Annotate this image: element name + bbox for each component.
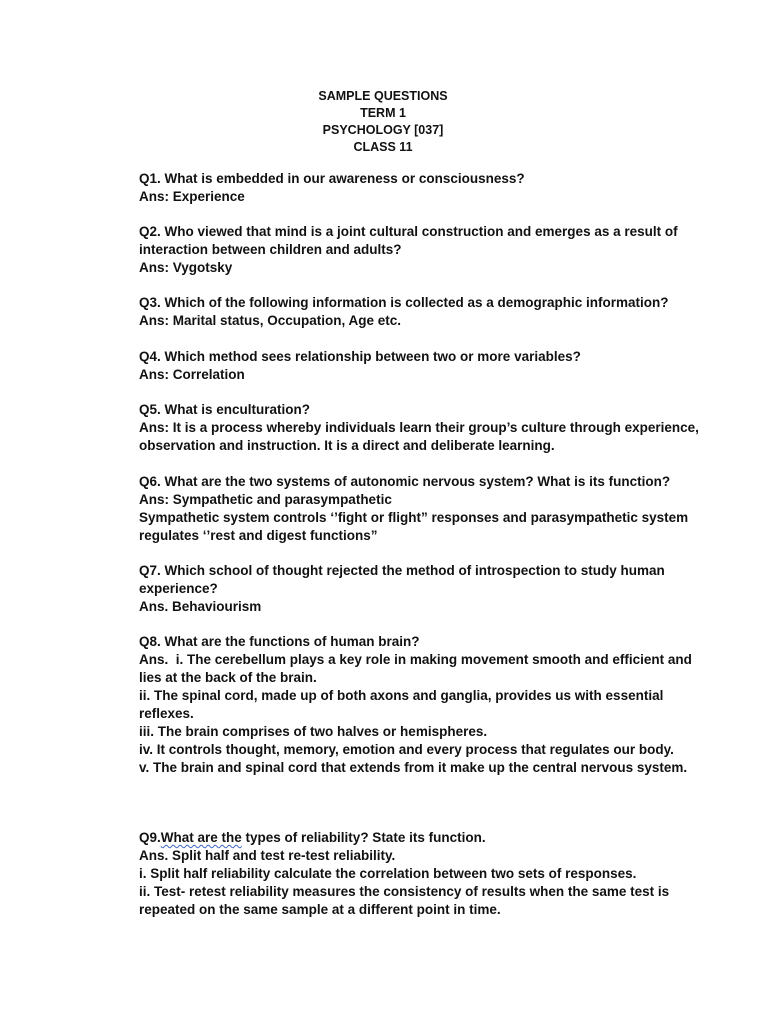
answer-text: Ans: Vygotsky — [139, 260, 233, 275]
answer-text: ii. The spinal cord, made up of both axons and ganglia, provides us with essential reflexes. — [139, 688, 668, 721]
question-block-6 — [139, 473, 699, 545]
header-class: CLASS 11 — [353, 140, 413, 154]
answer-text: Ans. Split half and test re-test reliability. — [139, 848, 396, 863]
answer-text: Ans. i. The cerebellum plays a key role in making movement smooth and efficient and lies at the back of the brain. — [139, 652, 696, 685]
question-block-4 — [139, 348, 699, 384]
answer-text: Ans: It is a process whereby individuals learn their group’s culture through experience, observation and instruction. It is a direct and deliberate learning. — [139, 420, 703, 453]
spellcheck-underlined-text: What are the — [160, 830, 242, 845]
question-text: Q5. What is enculturation? — [139, 402, 311, 417]
question-block-7 — [139, 562, 699, 616]
answer-text: Ans: Marital status, Occupation, Age etc. — [139, 313, 402, 328]
answer-text: i. Split half reliability calculate the correlation between two sets of responses. — [139, 866, 637, 881]
header-subject: PSYCHOLOGY [037] — [322, 123, 444, 137]
answer-text: ii. Test- retest reliability measures the consistency of results when the same test is repeated on the same sample at a different point in time. — [139, 884, 673, 917]
answer-text: Ans: Experience — [139, 189, 245, 204]
answer-text: Ans. Behaviourism — [139, 599, 262, 614]
question-text: Q7. Which school of thought rejected the method of introspection to study human experience? — [139, 563, 669, 596]
question-rest: types of reliability? State its function. — [241, 830, 486, 845]
answer-text: v. The brain and spinal cord that extends from it make up the central nervous system. — [139, 760, 688, 775]
question-block-3 — [139, 294, 699, 330]
question-text: Q6. What are the two systems of autonomic nervous system? What is its function? — [139, 474, 671, 489]
answer-text: Sympathetic system controls ‘’fight or flight” responses and parasympathetic system regulates ‘’rest and digest functions” — [139, 510, 692, 543]
question-text: Q4. Which method sees relationship between two or more variables? — [139, 349, 581, 364]
answer-text: Ans: Correlation — [139, 367, 245, 382]
question-text: Q8. What are the functions of human brain? — [139, 634, 420, 649]
header-title: SAMPLE QUESTIONS — [318, 89, 448, 103]
header-term: TERM 1 — [360, 106, 406, 120]
question-text: Q2. Who viewed that mind is a joint cultural construction and emerges as a result of interaction between children and adults? — [139, 224, 682, 257]
question-block-1 — [139, 170, 699, 206]
question-block-9 — [139, 829, 699, 919]
question-block-8 — [139, 633, 699, 777]
question-text: Q3. Which of the following information is collected as a demographic information? — [139, 295, 669, 310]
question-text: Q1. What is embedded in our awareness or consciousness? — [139, 171, 525, 186]
question-prefix: Q9. — [139, 830, 161, 845]
answer-text: Ans: Sympathetic and parasympathetic — [139, 492, 392, 507]
question-block-5 — [139, 401, 703, 455]
answer-text: iii. The brain comprises of two halves or hemispheres. — [139, 724, 488, 739]
question-text — [139, 829, 699, 847]
document-header — [0, 88, 768, 156]
answer-text: iv. It controls thought, memory, emotion and every process that regulates our body. — [139, 742, 674, 757]
question-block-2 — [139, 223, 699, 277]
